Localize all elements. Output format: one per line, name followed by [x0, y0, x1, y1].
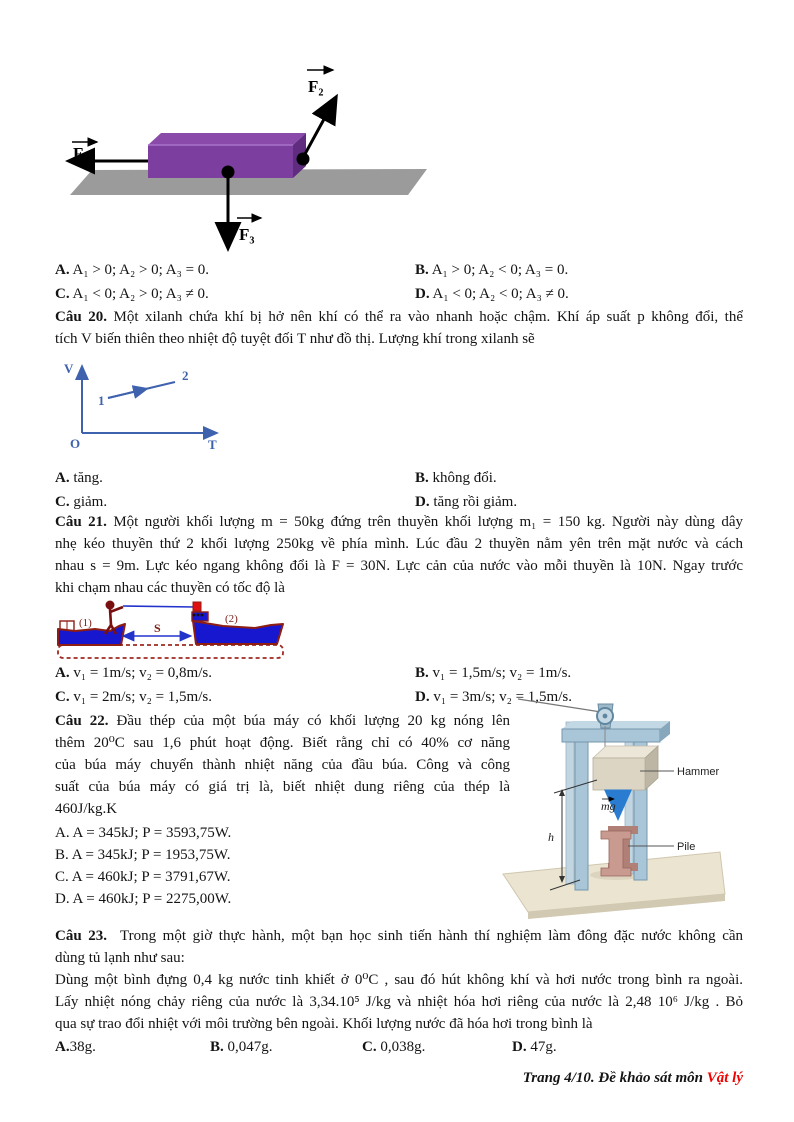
- q22-line2: thêm 20⁰C sau 1,6 phút hoạt động. Biết rằng chỉ có 40% cơ năng: [55, 735, 510, 751]
- left-post: [575, 726, 588, 890]
- boat2-hull: [193, 621, 283, 644]
- graph-state2-label: 2: [182, 368, 189, 383]
- q19-option-a-text: A₁ > 0; A₂ > 0; A₃ = 0.: [72, 262, 210, 278]
- q23-option-d: [512, 1037, 557, 1057]
- q22-option-a-letter: A.: [55, 825, 70, 841]
- q19-option-b-letter: B.: [415, 262, 429, 278]
- q19-options-row2: [55, 284, 755, 307]
- q21-option-a: [55, 663, 212, 683]
- q19-options-row1: [55, 260, 755, 283]
- q21-option-b: [415, 663, 571, 683]
- q22-option-c-letter: C.: [55, 869, 69, 885]
- q21-line3: nhau s = 9m. Lực kéo ngang không đổi là F = 30N. Lực cản của nước vào mỗi thuyền là 10N. Ngay trước: [55, 558, 743, 574]
- q21-option-d-letter: D.: [415, 689, 430, 705]
- q22-option-d-text: A = 460kJ; P = 2275,00W.: [72, 891, 232, 907]
- left-back-rail: [566, 722, 574, 884]
- q20-vt-graph: [58, 360, 238, 460]
- boat1-label: (1): [79, 617, 92, 629]
- q22-option-c: [55, 866, 510, 888]
- q23-line1: [55, 925, 743, 947]
- q23-line4: Lấy nhiệt nóng chảy riêng của nước là 3,34.10⁵ J/kg và nhiệt hóa hơi riêng của nước là 2,48 10⁶ J/kg . Bỏ: [55, 994, 743, 1010]
- boat2-deckhouse: [192, 612, 208, 621]
- q19-option-b-text: A₁ > 0; A₂ < 0; A₃ = 0.: [431, 262, 569, 278]
- q21-label: Câu 21.: [55, 514, 107, 530]
- q21-option-c-letter: C.: [55, 689, 70, 705]
- process-direction-arrow: [108, 389, 146, 398]
- q21-option-c: [55, 687, 212, 707]
- graph-state1-label: 1: [98, 393, 105, 408]
- q19-option-c-text: A₁ < 0; A₂ > 0; A₃ ≠ 0.: [72, 286, 209, 302]
- q23-option-d-letter: D.: [512, 1039, 527, 1055]
- q23-option-c-letter: C.: [362, 1039, 377, 1055]
- f2-application-point: [297, 153, 310, 166]
- q23-line5: qua sự trao đổi nhiệt với môi trường bên ngoài. Khối lượng nước đã hóa hơi trong bình là: [55, 1016, 593, 1032]
- h-label: h: [548, 830, 554, 844]
- hammer-front: [593, 758, 645, 790]
- q23-option-b: [210, 1037, 273, 1057]
- hammer-label: Hammer: [677, 766, 720, 778]
- q22-option-b: [55, 844, 510, 866]
- q19-option-a-letter: A.: [55, 262, 70, 278]
- q20-statement: [55, 306, 743, 350]
- q19-option-d-text: A₁ < 0; A₂ < 0; A₃ ≠ 0.: [432, 286, 569, 302]
- q20-option-b: [415, 468, 497, 488]
- q22-pile-driver-figure: [498, 698, 770, 922]
- q21-line2: nhẹ kéo thuyền thứ 2 khối lượng 250kg về phía mình. Lúc đầu 2 thuyền nằm yên trên mặt nước và cách: [55, 536, 743, 552]
- q21-option-a-letter: A.: [55, 665, 70, 681]
- q21-options-row1: [55, 663, 755, 686]
- water-dashed-boundary: [58, 645, 283, 658]
- footer-page-info: Trang 4/10. Đề khảo sát môn: [522, 1070, 703, 1086]
- q20-option-b-letter: B.: [415, 470, 429, 486]
- footer-subject: Vật lý: [706, 1070, 743, 1086]
- q19-option-c-letter: C.: [55, 286, 70, 302]
- q22-line4: suất của búa máy có giá trị là, biết nhiệt dung riêng của thép là: [55, 779, 510, 795]
- q22-option-b-text: A = 345kJ; P = 1953,75W.: [71, 847, 231, 863]
- f2-arrow: [305, 99, 335, 154]
- pile-label: Pile: [677, 841, 696, 853]
- winch-wheel-1: [193, 614, 196, 617]
- page-footer: [55, 1070, 743, 1087]
- distance-label: S: [154, 621, 161, 635]
- q21-option-c-text: v₁ = 2m/s; v₂ = 1,5m/s.: [73, 689, 212, 705]
- q23-label: Câu 23.: [55, 928, 108, 944]
- q20-option-a-text: tăng.: [73, 470, 103, 486]
- q19-option-d-letter: D.: [415, 286, 430, 302]
- f2-label: F₂: [308, 77, 324, 96]
- q19-option-b: [415, 260, 568, 280]
- hoist-cable: [518, 699, 601, 712]
- q19-option-a: [55, 260, 209, 280]
- q23-option-a-letter: A.: [55, 1039, 70, 1055]
- q23-option-c-text: 0,038g.: [380, 1039, 426, 1055]
- q23-statement: [55, 925, 743, 1035]
- q22-option-c-text: A = 460kJ; P = 3791,67W.: [71, 869, 231, 885]
- q23-line3: Dùng một bình đựng 0,4 kg nước tinh khiết ở 0⁰C , sau đó hút không khí và hơi nước trong bình ra ngoài.: [55, 972, 743, 988]
- q20-option-a-letter: A.: [55, 470, 70, 486]
- block-top-face: [148, 133, 306, 145]
- q23-option-b-letter: B.: [210, 1039, 224, 1055]
- q23-option-a: [55, 1037, 96, 1057]
- q21-line4: khi chạm nhau các thuyền có tốc độ là: [55, 580, 285, 596]
- q22-line1-text: Đầu thép của một búa máy có khối lượng 20 kg nóng lên: [116, 713, 510, 729]
- q23-options-row: [55, 1037, 755, 1060]
- q21-option-b-text: v₁ = 1,5m/s; v₂ = 1m/s.: [432, 665, 572, 681]
- q19-forces-figure: [55, 62, 435, 258]
- q21-option-d-text: v₁ = 3m/s; v₂ = 1,5m/s.: [433, 689, 572, 705]
- q20-label: Câu 20.: [55, 309, 107, 325]
- q20-option-c: [55, 492, 107, 512]
- f3-label: F₃: [239, 225, 255, 244]
- crossbar-top: [562, 721, 670, 729]
- pulley-hub: [603, 714, 608, 719]
- q22-option-a-text: A = 345kJ; P = 3593,75W.: [72, 825, 232, 841]
- q22-label: Câu 22.: [55, 713, 109, 729]
- boat2-label: (2): [225, 613, 238, 625]
- q20-option-c-letter: C.: [55, 494, 70, 510]
- q22-options: [55, 822, 510, 910]
- q20-line2: tích V biến thiên theo nhiệt độ tuyệt đối T như đồ thị. Lượng khí trong xilanh sẽ: [55, 331, 535, 347]
- q20-line1-text: Một xilanh chứa khí bị hở nên khí có thể ra vào nhanh hoặc chậm. Khí áp suất p không đổi, thể: [113, 309, 743, 325]
- q22-statement: [55, 710, 510, 820]
- q21-statement: [55, 511, 743, 599]
- q21-line1-text: Một người khối lượng m = 50kg đứng trên thuyền khối lượng m₁ = 150 kg. Người này dùng dây: [113, 514, 743, 530]
- q22-line1: [55, 710, 510, 732]
- q22-option-b-letter: B.: [55, 847, 69, 863]
- q23-line1-text: Trong một giờ thực hành, một bạn học sinh tiến hành thí nghiệm làm đông đặc nước không cần: [119, 928, 744, 944]
- crossbar: [562, 729, 660, 742]
- q19-option-c: [55, 284, 209, 304]
- q21-line1: [55, 511, 743, 533]
- q23-option-c: [362, 1037, 425, 1057]
- q23-option-d-text: 47g.: [530, 1039, 557, 1055]
- graph-t-label: T: [208, 437, 217, 452]
- f1-label: F₁: [73, 144, 89, 163]
- q23-option-b-text: 0,047g.: [227, 1039, 273, 1055]
- q19-option-d: [415, 284, 569, 304]
- q20-line1: [55, 306, 743, 328]
- block-front-face: [148, 145, 293, 178]
- q20-option-d-letter: D.: [415, 494, 430, 510]
- q22-option-d: [55, 888, 510, 910]
- winch-wheel-3: [201, 614, 204, 617]
- q20-option-b-text: không đổi.: [432, 470, 497, 486]
- winch-wheel-2: [197, 614, 200, 617]
- q23-option-a-text: 38g.: [69, 1039, 96, 1055]
- graph-v-label: V: [64, 361, 74, 376]
- winch-block: [193, 602, 201, 611]
- q22-line5: 460J/kg.K: [55, 801, 118, 817]
- q20-option-d-text: tăng rồi giảm.: [433, 494, 518, 510]
- person-head: [106, 601, 115, 610]
- q20-options-row1: [55, 468, 755, 491]
- q22-option-a: [55, 822, 510, 844]
- rope-line: [123, 606, 195, 607]
- q21-boats-figure: [55, 598, 295, 662]
- mg-label: mg: [601, 799, 616, 813]
- q21-option-b-letter: B.: [415, 665, 429, 681]
- q21-option-a-text: v₁ = 1m/s; v₂ = 0,8m/s.: [73, 665, 212, 681]
- q22-line3: của búa máy chuyển thành nhiệt năng của đầu búa. Công và công: [55, 757, 510, 773]
- q23-line2: dùng tủ lạnh như sau:: [55, 950, 185, 966]
- q20-option-c-text: giảm.: [73, 494, 108, 510]
- q22-option-d-letter: D.: [55, 891, 70, 907]
- q20-option-a: [55, 468, 103, 488]
- graph-origin-label: O: [70, 436, 81, 451]
- q20-option-d: [415, 492, 517, 512]
